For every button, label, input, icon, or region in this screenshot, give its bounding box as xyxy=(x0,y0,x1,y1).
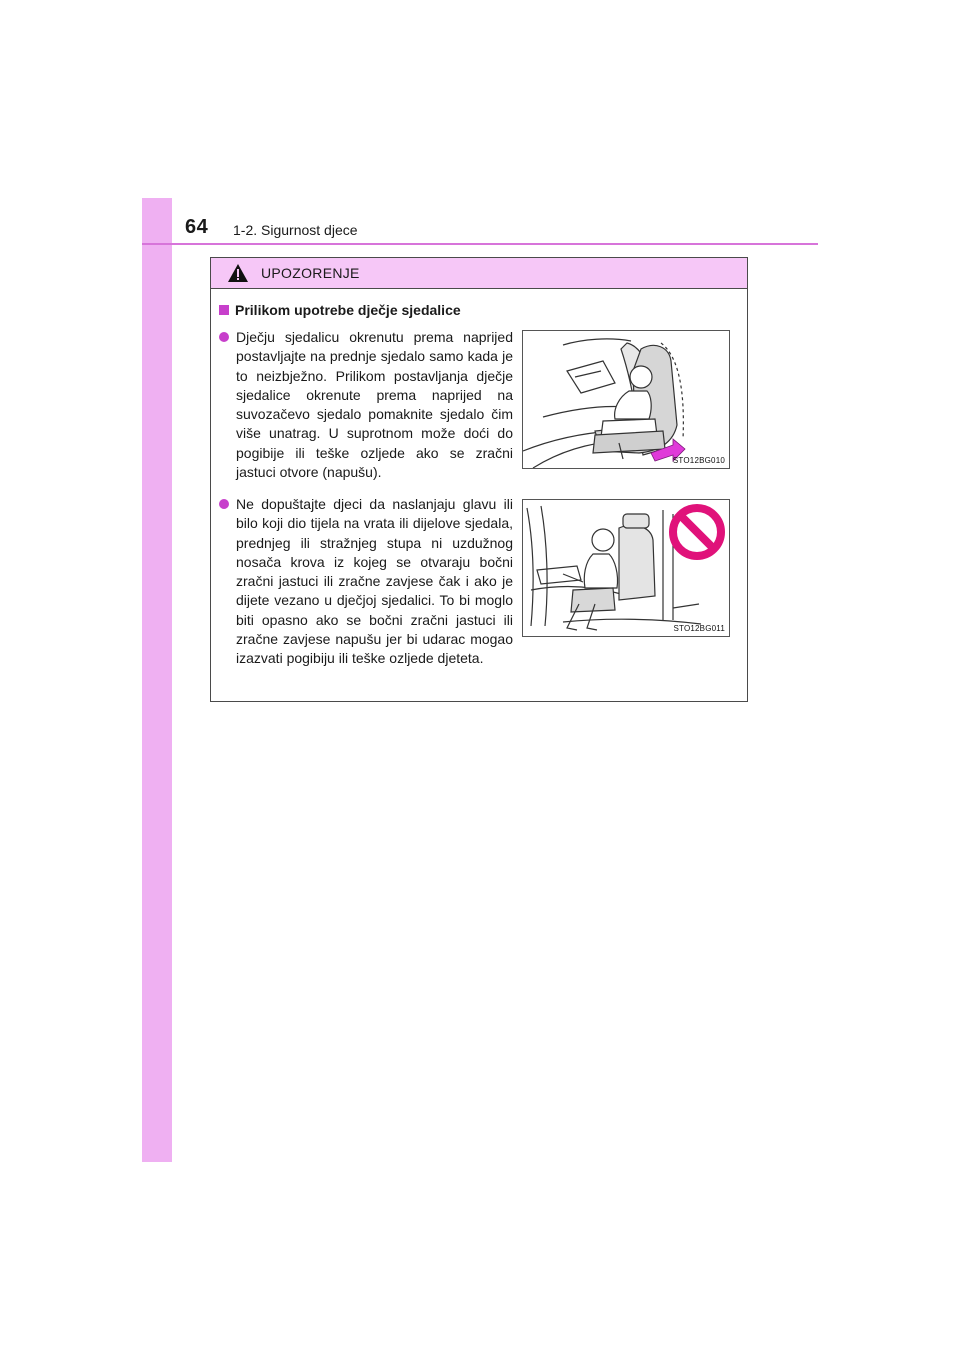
warning-item-text: Dječju sjedalicu okrenutu prema naprijed postavljajte na prednje sjedalo samo kada je to neizbježno. Prilikom postavljanja dječje sjedalice okrenute prema naprijed na suvozačevo sjedalo pomaknite sjedalo čim više unatrag. U suprotnom može doći do pogibije ili teške ozljede ako se zračni jastuci otvore (napušu). xyxy=(236,329,513,481)
section-title: 1-2. Sigurnost djece xyxy=(233,222,358,238)
warning-triangle-icon xyxy=(227,263,249,283)
warning-item xyxy=(219,328,513,482)
prohibited-sign-icon xyxy=(673,508,721,556)
child-leaning-on-door-illustration xyxy=(523,500,729,636)
square-bullet-icon xyxy=(219,305,229,315)
warning-header xyxy=(211,258,747,289)
warning-box xyxy=(210,257,748,702)
figure-code: STO12BG011 xyxy=(673,624,725,633)
warning-subheading xyxy=(219,302,461,318)
figure-child-leaning-on-door xyxy=(522,499,730,637)
figure-forward-facing-seat xyxy=(522,330,730,469)
subheading-text: Prilikom upotrebe dječje sjedalice xyxy=(235,302,461,318)
warning-item-text: Ne dopuštajte djeci da naslanjaju glavu ili bilo koji dio tijela na vrata ili dijelove sjedala, prednjeg ili stražnjeg stupa ni uzdužnog nosača krova iz kojeg se otvaraju bočni zračni jastuci ili zračne zavjese čak i ako je dijete vezano u dječjoj sjedalici. To bi moglo biti opasno ako se bočni zračni jastuci ili zračne zavjese napušu jer bi udarac mogao izazvati pogibiju ili teške ozljede djeteta. xyxy=(236,496,513,667)
round-bullet-icon xyxy=(219,332,229,342)
side-color-strip xyxy=(142,198,172,1162)
header-divider xyxy=(142,243,818,245)
warning-item xyxy=(219,495,513,669)
figure-code: STO12BG010 xyxy=(672,456,725,465)
forward-facing-child-seat-illustration xyxy=(523,331,729,468)
page-number: 64 xyxy=(185,216,209,238)
warning-label: UPOZORENJE xyxy=(261,265,360,281)
round-bullet-icon xyxy=(219,499,229,509)
